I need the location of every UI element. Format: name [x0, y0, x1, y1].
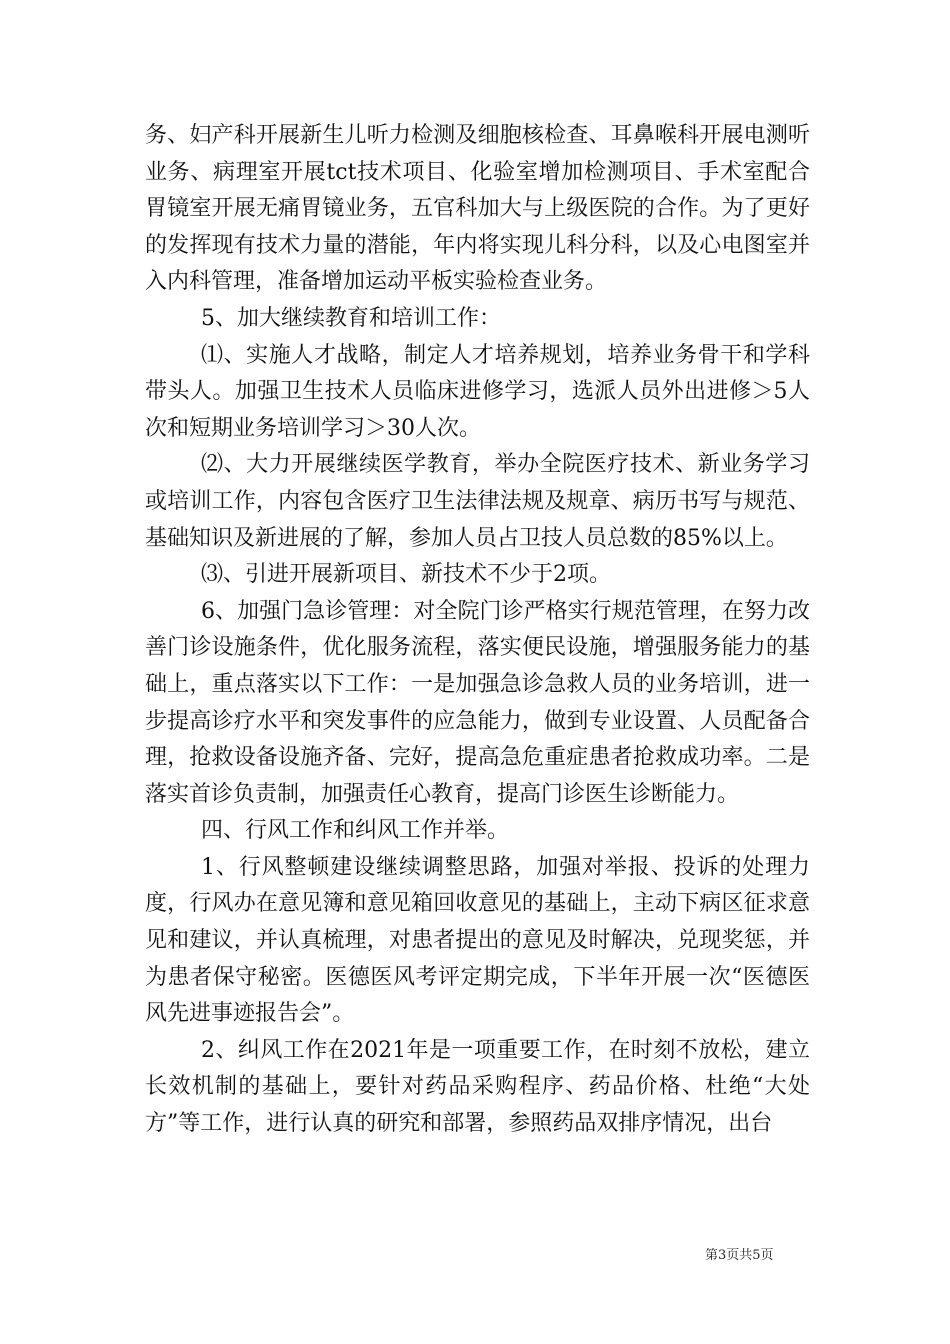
paragraph-correction-work: 2、纠风工作在2021年是一项重要工作，在时刻不放松，建立长效机制的基础上，要针对药品采购程序、药品价格、杜绝“大处方”等工作，进行认真的研究和部署，参照药品双排序情况，出台 — [145, 1037, 810, 1137]
paragraph-conduct-rectification: 1、行风整顿建设继续调整思路，加强对举报、投诉的处理力度，行风办在意见簿和意见箱回收意见的基础上，主动下病区征求意见和建议，并认真梳理，对患者提出的意见及时解决，兑现奖惩，并为患者保守秘密。医德医风考评定期完成，下半年开展一次“医德医风先进事迹报告会”。 — [145, 854, 810, 1027]
paragraph-heading-education: 5、加大继续教育和培训工作： — [201, 305, 501, 331]
paragraph-continuation: 务、妇产科开展新生儿听力检测及细胞核检查、耳鼻喉科开展电测听业务、病理室开展tct技术项目、化验室增加检测项目、手术室配合胃镜室开展无痛胃镜业务，五官科加大与上级医院的合作。为了更好的发挥现有技术力量的潜能，年内将实现儿科分科，以及心电图室并入内科管理，准备增加运动平板实验检查业务。 — [145, 123, 810, 295]
page-number: 第3页共5页 — [705, 1248, 774, 1263]
paragraph-continuing-education: ⑵、大力开展继续医学教育，举办全院医疗技术、新业务学习或培训工作，内容包含医疗卫生法律法规及规章、病历书写与规范、基础知识及新进展的了解，参加人员占卫技人员总数的85%以上。 — [145, 452, 810, 551]
paragraph-outpatient-management: 6、加强门急诊管理：对全院门诊严格实行规范管理，在努力改善门诊设施条件，优化服务流程，落实便民设施，增强服务能力的基础上，重点落实以下工作：一是加强急诊急救人员的业务培训，进一步提高诊疗水平和突发事件的应急能力，做到专业设置、人员配备合理，抢救设备设施齐备、完好，提高急危重症患者抢救成功率。二是落实首诊负责制，加强责任心教育，提高门诊医生诊断能力。 — [145, 598, 810, 807]
paragraph-talent-strategy: ⑴、实施人才战略，制定人才培养规划，培养业务骨干和学科带头人。加强卫生技术人员临床进修学习，选派人员外出进修＞5人次和短期业务培训学习＞30人次。 — [145, 342, 810, 441]
paragraph-heading-conduct: 四、行风工作和纠风工作并举。 — [201, 818, 510, 844]
paragraph-new-projects: ⑶、引进开展新项目、新技术不少于2项。 — [201, 562, 611, 588]
document-body — [145, 118, 810, 1143]
